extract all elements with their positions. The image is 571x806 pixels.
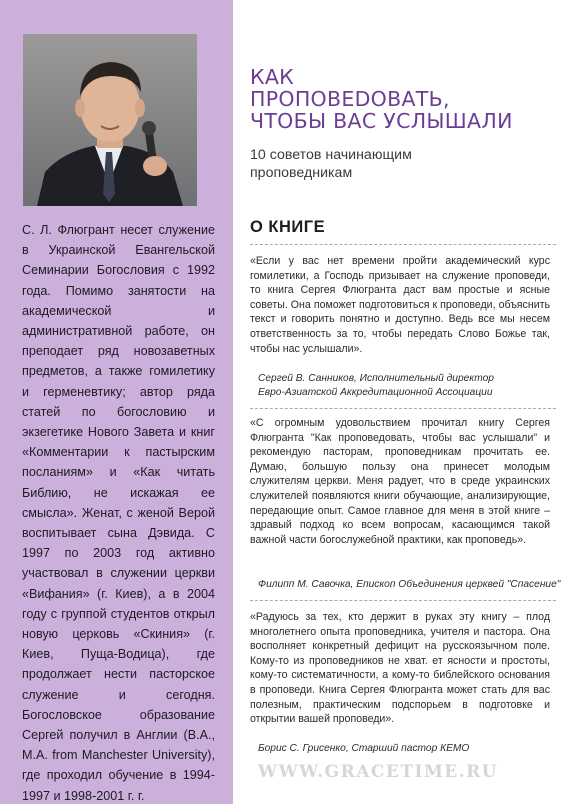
review-author: Филипп М. Савочка, Епископ Объединения церквей "Спасение" bbox=[258, 579, 561, 590]
review-text: «Радуюсь за тех, кто держит в руках эту книгу – плод многолетнего опыта проповедника, учителя и пастора. Она восполняет конкретный дефицит на русскоязычном поле. Кому-то из проповедников не хват. ет ясности и простоты, кому-то систематичности, а кому-то библейского основания в проповеди. Книга Сергея Флюгранта может стать для вас полезным, практическим подспорьем в подготовке и открытии вашей проповеди». bbox=[250, 611, 550, 726]
divider bbox=[250, 244, 556, 245]
book-title bbox=[250, 66, 550, 132]
review-author: Борис С. Грисенко, Старший пастор КЕМО bbox=[258, 743, 470, 754]
divider bbox=[250, 408, 556, 409]
review-text: «Если у вас нет времени пройти академический курс гомилетики, а Господь призывает на служение проповеди, то книга Сергея Флюгранта даст вам простые и ясные советы. Она поможет подготовиться к проповеди, объяснить текст и говорить понятно и доступно. Ведь все мы несем ответственность за то, чтобы передать Слово Божье так, чтобы нас услышали». bbox=[250, 255, 550, 355]
review-attribution bbox=[258, 372, 494, 400]
author-bio: С. Л. Флюгрант несет служение в Украинской Евангельской Семинарии Богословия с 1992 года. Помимо занятости на академической и административной работе, он преподает ряд новозаветных предметов, а также гомилетику и герменевтику; автор ряда статей по богословию и экзегетике Нового Завета и книг «Комментарии к пастырским посланиям» и «Как читать Библию, не искажая ее смысла». Женат, с женой Верой воспитывает сына Дэвида. С 1997 по 2003 год активно участвовал в служении церкви «Вифания» (г. Киев), а в 2004 году с группой студентов открыл новую церковь «Скиния» (г. Киев, Пуща-Водица), где продолжает нести пасторское служение и сегодня. Богословское образование Сергей получил в Англии (B.A., M.A. from Manchester University), где проходил обучение в 1994-1997 и 1998-2001 г. г. bbox=[22, 223, 215, 803]
review-author: Сергей В. Санников, Исполнительный директор bbox=[258, 373, 494, 384]
book-subtitle: 10 советов начинающим проповедникам bbox=[250, 147, 412, 181]
book-title-line: ЧТОБЫ ВАС УСЛЫШАЛИ bbox=[250, 109, 513, 133]
watermark-text: WWW.GRACETIME.RU bbox=[258, 762, 499, 782]
review-attribution bbox=[258, 742, 469, 756]
author-photo bbox=[23, 34, 197, 206]
book-title-line: ПРОПОВЕDОВАТЬ, bbox=[250, 87, 450, 111]
review-attribution bbox=[258, 578, 560, 592]
review-author-org: Евро-Азиатской Аккредитационной Ассоциации bbox=[258, 387, 493, 398]
divider bbox=[250, 600, 556, 601]
about-heading: О КНИГЕ bbox=[250, 218, 326, 236]
review-text: «С огромным удовольствием прочитал книгу Сергея Флюгранта "Как проповедовать, чтобы вас услышали" и рекомендую пасторам, проповедникам прочитать ее. Думаю, большую пользу она принесет молодым служителям церкви. Меня радует, что в среде украинских служителей появляются книги обучающие, анализирующие, передающие опыт. Самое главное для меня в этой книге – здравый подход ко всем вопросам, касающимся такой важной части богослужебной практики, как проповедь». bbox=[250, 417, 550, 546]
book-title-line: КАК bbox=[250, 65, 295, 89]
